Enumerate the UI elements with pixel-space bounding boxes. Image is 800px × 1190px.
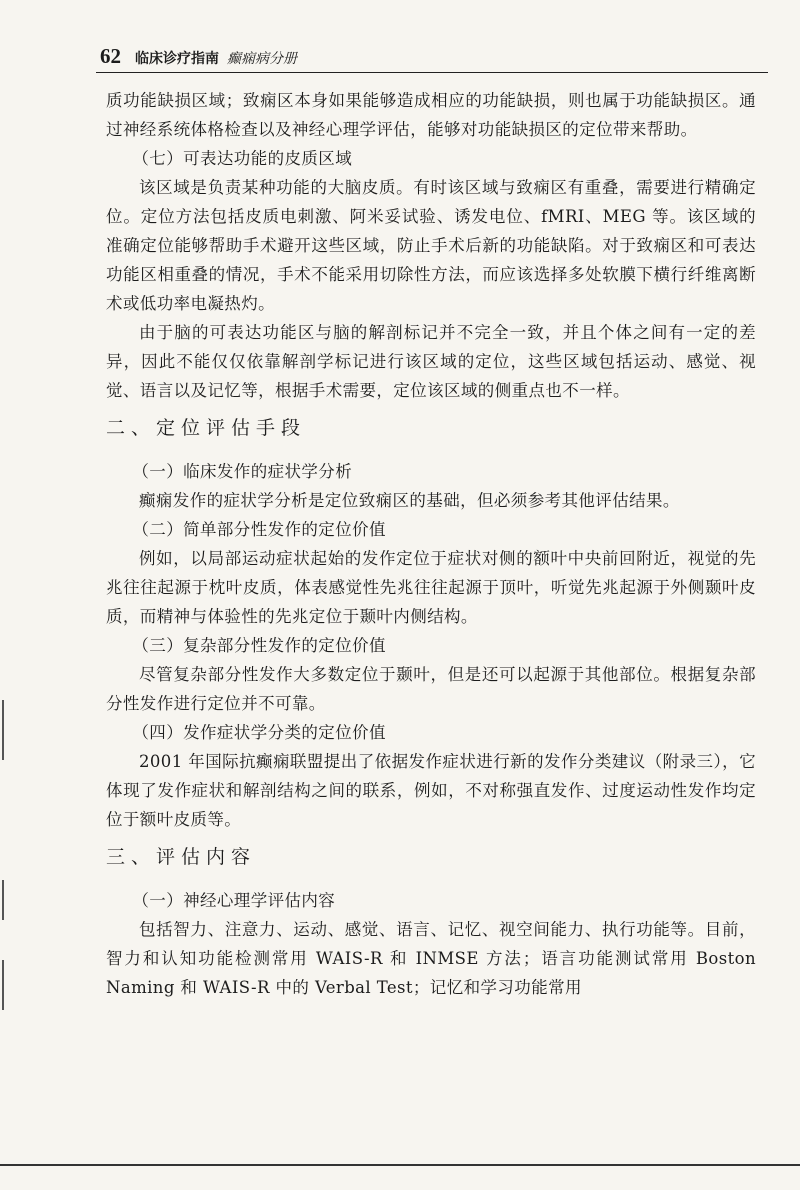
page-number: 62 <box>100 44 121 68</box>
subheading-3: （三）复杂部分性发作的定位价值 <box>132 636 386 655</box>
subheading-4: （四）发作症状学分类的定位价值 <box>132 723 386 742</box>
header-rule <box>96 72 768 73</box>
bottom-edge-rule <box>0 1164 800 1166</box>
paragraph: 包括智力、注意力、运动、感觉、语言、记忆、视空间能力、执行功能等。目前，智力和认知功能检测常用 WAIS-R 和 INMSE 方法；语言功能测试常用 Boston Naming 和 WAIS-R 中的 Verbal Test；记忆和学习功能常用 <box>106 920 756 997</box>
running-header <box>100 44 760 74</box>
section-heading-2: 二、定位评估手段 <box>106 417 307 439</box>
subheading-7: （七）可表达功能的皮质区域 <box>132 149 353 168</box>
paragraph: 该区域是负责某种功能的大脑皮质。有时该区域与致痫区有重叠，需要进行精确定位。定位方法包括皮质电刺激、阿米妥试验、诱发电位、fMRI、MEG 等。该区域的准确定位能够帮助手术避开这些区域，防止手术后新的功能缺陷。对于致痫区和可表达功能区相重叠的情况，手术不能采用切除性方法，而应该选择多处软膜下横行纤维离断术或低功率电凝热灼。 <box>106 178 756 313</box>
paragraph: 尽管复杂部分性发作大多数定位于颞叶，但是还可以起源于其他部位。根据复杂部分性发作进行定位并不可靠。 <box>106 665 756 713</box>
scan-edge-mark <box>2 700 4 760</box>
subheading-1: （一）临床发作的症状学分析 <box>132 462 353 481</box>
paragraph: 癫痫发作的症状学分析是定位致痫区的基础，但必须参考其他评估结果。 <box>139 491 680 510</box>
paragraph: 由于脑的可表达功能区与脑的解剖标记并不完全一致，并且个体之间有一定的差异，因此不能仅仅依靠解剖学标记进行该区域的定位，这些区域包括运动、感觉、视觉、语言以及记忆等，根据手术需要，定位该区域的侧重点也不一样。 <box>106 323 756 400</box>
book-title: 临床诊疗指南 <box>135 51 219 67</box>
subheading-1b: （一）神经心理学评估内容 <box>132 891 336 910</box>
volume-title: 癫痫病分册 <box>227 51 297 67</box>
page-body <box>106 86 756 1002</box>
paragraph-continued: 质功能缺损区域；致痫区本身如果能够造成相应的功能缺损，则也属于功能缺损区。通过神经系统体格检查以及神经心理学评估，能够对功能缺损区的定位带来帮助。 <box>106 91 756 139</box>
paragraph: 2001 年国际抗癫痫联盟提出了依据发作症状进行新的发作分类建议（附录三），它体现了发作症状和解剖结构之间的联系，例如，不对称强直发作、过度运动性发作均定位于额叶皮质等。 <box>106 752 756 829</box>
scan-edge-mark <box>2 960 4 1010</box>
scan-edge-mark <box>2 880 4 920</box>
section-heading-3: 三、评估内容 <box>106 846 257 868</box>
paragraph: 例如，以局部运动症状起始的发作定位于症状对侧的额叶中央前回附近，视觉的先兆往往起源于枕叶皮质，体表感觉性先兆往往起源于顶叶，听觉先兆起源于外侧颞叶皮质，而精神与体验性的先兆定位于颞叶内侧结构。 <box>106 549 756 626</box>
subheading-2: （二）简单部分性发作的定位价值 <box>132 520 386 539</box>
